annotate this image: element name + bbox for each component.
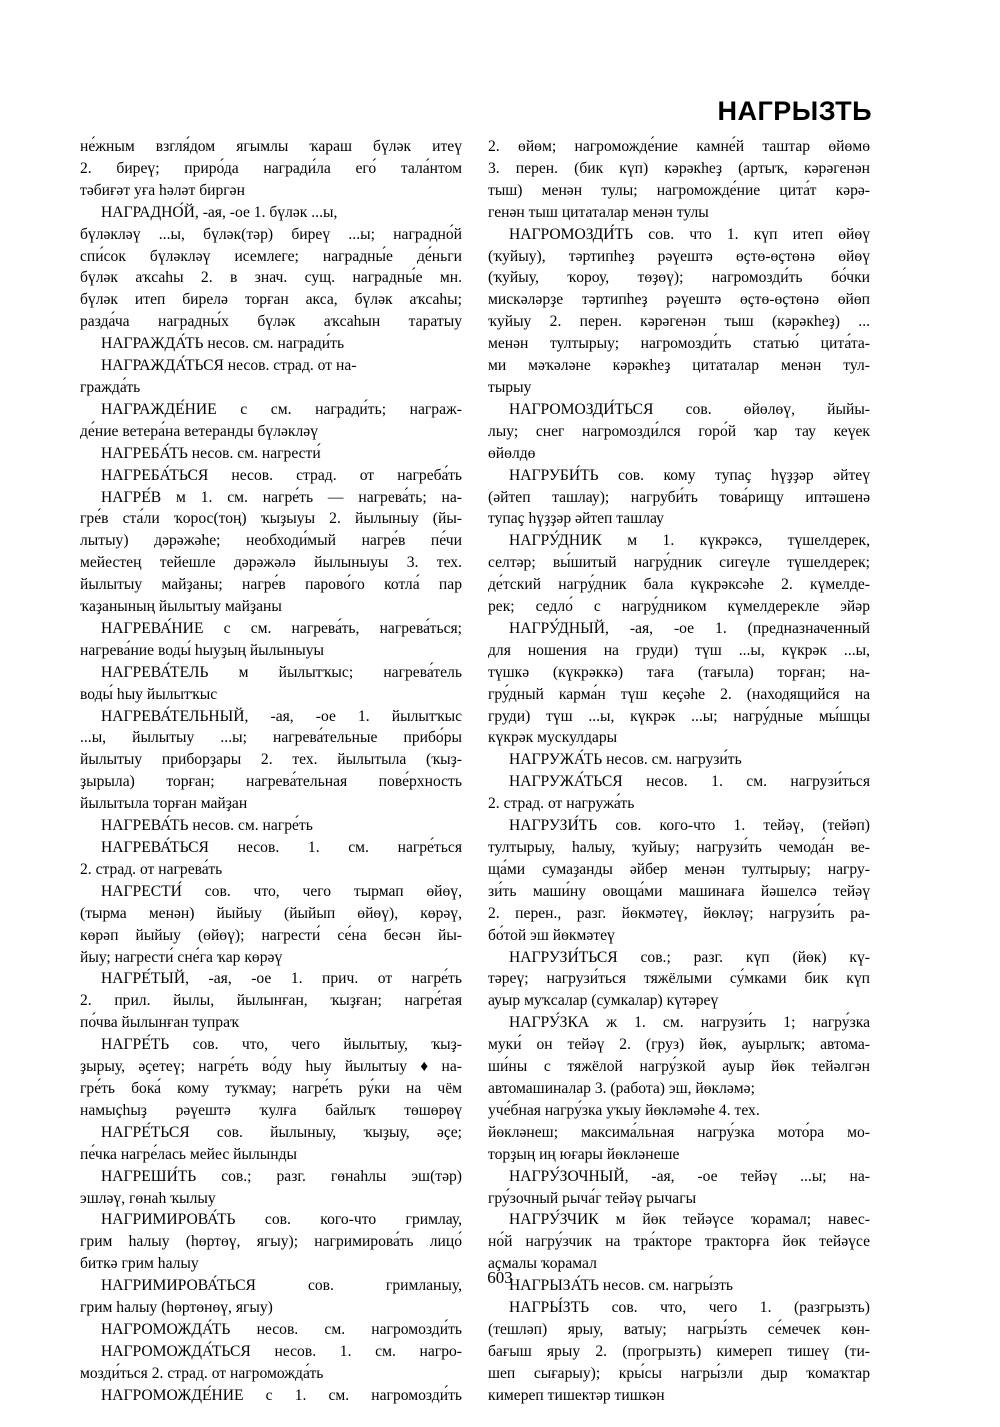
entry-line: НАГРОМОЗДИ́ТЬ сов. что 1. күп итеп өйөү (509, 225, 870, 243)
entry-line: генән тыш цитаталар менән тулы (488, 203, 709, 221)
entry-line: йылытыу майҙаны; нагре́в парово́го котла́ пар (80, 576, 462, 594)
entry-line: ща́ми сумаҙанды әйбер менән тултырыу; нагру- (488, 860, 870, 878)
entry-line: (әйтеп ташлау); нагруби́ть това́рищу иптәшенә (488, 488, 870, 506)
entry-line: грим һалыу (һөртөнөү, ягыу) (80, 1299, 273, 1317)
entry-line: НАГРЕБА́ТЬСЯ несов. страд. от нагреба́ть (101, 466, 462, 484)
entry-line: 2. страд. от нагружа́ть (488, 795, 635, 813)
entry-line: селтәр; вы́шитый нагру́дник сигеүле түшелдерек; (488, 554, 870, 572)
entry-line: груди) түш ...ы, күкрәк ...ы; нагру́дные мы́шцы (488, 707, 870, 725)
entry-line: ши́ны с тяжёлой нагру́зкой ауыр йөк тейәлгән (488, 1058, 870, 1076)
entry-line: көрәп йыйыу (өйөү); нагрести́ се́на бесән йы- (80, 926, 462, 944)
entry-line: НАГРИМИРОВА́ТЬСЯ сов. гримланыу, (101, 1277, 462, 1295)
entry-line: ҡаҙанының йылытыу майҙаны (80, 598, 282, 616)
entry-line: бағыш ярыу 2. (прогрызть) кимереп тишеү (ти- (488, 1342, 870, 1360)
left-column (80, 136, 462, 1404)
entry-line: муки́ он тейәү 2. (груз) йөк, ауырлыҡ; автома- (488, 1036, 870, 1054)
page-number: 603 (487, 1268, 513, 1287)
entry-line: НАГРЕВА́ТЕЛЬ м йылытҡыс; нагрева́тель (101, 663, 462, 681)
entry-line: разда́ча наградны́х бүләк аҡсаһын таратыу (80, 313, 462, 331)
entry-line: уче́бная нагру́зка уҡыу йөкләмәһе 4. тех. (488, 1101, 760, 1119)
entry-line: мискәләрҙе тәртипһеҙ рәүештә өҫтө-өҫтөнә өйөп (488, 291, 870, 309)
entry-line: тәреү; нагрузи́ться тяжёлыми су́мками бик күп (488, 970, 870, 988)
entry-line: тыш) менән тулы; нагроможде́ние цита́т кәрә- (488, 181, 870, 199)
entry-line: (тешләп) ярыу, ватыу; нагры́зть се́мечек көн- (488, 1320, 870, 1338)
entry-line: (ҡуйыу, ҡороу, төҙөү); нагромозди́ть бо́чки (488, 269, 870, 287)
entry-line: НАГРАЖДЕ́НИЕ с см. награди́ть; награж- (101, 400, 462, 418)
entry-line: гру́дный карма́н түш кеҫәһе 2. (находящийся на (488, 685, 870, 703)
entry-line: НАГРИМИРОВА́ТЬ сов. кого-что гримлау, (101, 1211, 462, 1229)
entry-line: НАГРУ́ДНЫЙ, -ая, -ое 1. (предназначенный (509, 619, 870, 637)
entry-line: 2. перен., разг. йөкмәтеү, йөкләү; нагрузи́ть ра- (488, 904, 870, 922)
entry-line: бүләкләү ...ы, бүләк(тәр) биреү ...ы; наградно́й (80, 225, 462, 243)
entry-line: НАГРЕБА́ТЬ несов. см. нагрести́ (101, 444, 321, 462)
entry-line: аҫмалы ҡорамал (488, 1255, 597, 1273)
entry-line: НАГРУЗИ́ТЬ сов. кого-что 1. тейәү, (тейәп) (509, 817, 870, 835)
entry-line: де́ние ветера́на ветеранды бүләкләү (80, 422, 318, 440)
entry-line: 2. страд. от нагрева́ть (80, 860, 223, 878)
entry-line: не́жным взгля́дом ягымлы ҡараш бүләк итеү (80, 138, 462, 155)
entry-line: НАГРОМОЖДА́ТЬ несов. см. нагромозди́ть (101, 1320, 462, 1338)
entry-line: 2. прил. йылы, йылынған, ҡыҙған; нагре́тая (80, 992, 462, 1010)
entry-line: НАГРЕВА́ТЬСЯ несов. 1. см. нагре́ться (101, 839, 462, 856)
entry-line: НАГРУЖА́ТЬСЯ несов. 1. см. нагрузи́ться (509, 773, 870, 791)
entry-line: мейестең тейешле дәрәжәлә йылыныуы 3. тех. (80, 554, 462, 572)
entry-line: йыу; нагрести́ сне́га ҡар көрәү (80, 948, 283, 966)
entry-line: НАГРОМОЖДЕ́НИЕ с 1. см. нагромозди́ть (101, 1386, 462, 1404)
entry-line: ауыр муҡсалар (сумкалар) күтәреү (488, 992, 719, 1010)
entry-line: ҙырыу, әҫетеү; нагре́ть во́ду һыу йылытыу ♦ на- (80, 1058, 462, 1076)
entry-line: НАГРЕСТИ́ сов. что, чего тырмап өйөү, (101, 882, 462, 900)
entry-line: НАГРОМОЖДА́ТЬСЯ несов. 1. см. нагро- (101, 1342, 462, 1360)
entry-line: шеп сығарыу); кры́сы нагры́зли дыр ҡомаҡтар (488, 1364, 870, 1382)
entry-line: но́й нагру́зчик на тра́кторе тракторға йөк тейәүсе (488, 1233, 870, 1251)
entry-line: 2. биреү; приро́да награди́ла его́ тала́нтом (80, 159, 462, 177)
entry-line: НАГРЕ́ТЬ сов. что, чего йылытыу, ҡыҙ- (101, 1036, 462, 1054)
entry-line: НАГРУБИ́ТЬ сов. кому тупаҫ һүҙҙәр әйтеү (509, 466, 870, 484)
entry-line: кимереп тишектәр тишкән (488, 1386, 665, 1404)
entry-line: 2. өйөм; нагроможде́ние камне́й таштар өйөмө (488, 138, 870, 155)
entry-line: гру́зочный рыча́г тейәү рычагы (488, 1189, 697, 1207)
entry-line: лыу; снег нагромозди́лся горо́й ҡар тау кеүек (488, 422, 870, 440)
entry-line: тупаҫ һүҙҙәр әйтеп ташлау (488, 510, 664, 528)
entry-line: НАГРЕВА́ТЬ несов. см. нагре́ть (101, 817, 313, 835)
entry-line: НАГРАЖДА́ТЬСЯ несов. страд. от на- (101, 357, 357, 375)
entry-line: бо́той эш йөкмәтеү (488, 926, 615, 944)
entry-line: бүләк аҡсаһы 2. в знач. сущ. наградны́е мн. (80, 269, 462, 287)
entry-line: лытыу) дәрәжәһе; необходи́мый нагре́в пе́чи (80, 532, 462, 550)
entry-line: намыҫһыҙ рәүештә ҡулға байлыҡ төшөрөү (80, 1101, 462, 1119)
entry-line: НАГРЫЗА́ТЬ несов. см. нагры́зть (509, 1277, 734, 1295)
entry-line: по́чва йылынған тупраҡ (80, 1014, 239, 1032)
entry-line: йылытыу приборҙары 2. тех. йылытыла (ҡыҙ- (80, 751, 462, 769)
entry-line: автомашиналар 3. (работа) эш, йөкләмә; (488, 1079, 755, 1097)
entry-line: НАГРЕШИ́ТЬ сов.; разг. гөнаһлы эш(тәр) (101, 1167, 462, 1185)
entry-line: гре́ть бока́ кому туҡмау; нагре́ть ру́ки на чём (80, 1079, 462, 1097)
entry-line: НАГРЕВА́НИЕ с см. нагрева́ть, нагрева́ться; (101, 619, 462, 637)
entry-line: йөкләнеш; максима́льная нагру́зка мото́ра мо- (488, 1123, 870, 1141)
entry-line: де́тский нагру́дник бала күкрәксәһе 2. күмелде- (488, 576, 870, 594)
entry-line: торҙың иң юғары йөкләнеше (488, 1145, 680, 1163)
entry-line: 3. перен. (бик күп) кәрәкһеҙ (артыҡ, кәрәгенән (488, 159, 870, 177)
entry-line: нагрева́ние воды́ һыуҙың йылыныуы (80, 641, 325, 659)
entry-line: эшләү, гөнаһ ҡылыу (80, 1189, 216, 1207)
entry-line: (тырма менән) йыйыу (йыйып өйөү), көрәү, (80, 904, 462, 922)
entry-line: спи́сок бүләкләү исемлеге; наградны́е де́ньги (80, 247, 462, 265)
entry-line: НАГРУЖА́ТЬ несов. см. нагрузи́ть (509, 751, 742, 769)
entry-line: рек; седло́ с нагру́дником күмелдерекле эйәр (488, 598, 870, 616)
entry-line: (ҡуйыу), тәртипһеҙ рәүештә өҫтө-өҫтөнә өйөү (488, 247, 870, 265)
entry-line: өйөлдө (488, 444, 536, 462)
entry-line: ҙырыла) торған; нагрева́тельная пове́рхность (80, 773, 462, 791)
entry-line: НАГРАДНО́Й, -ая, -ое 1. бүләк ...ы, (101, 203, 338, 221)
entry-line: биткә грим һалыу (80, 1255, 199, 1273)
entry-line: НАГРУ́ДНИК м 1. күкрәксә, түшелдерек, (509, 532, 870, 550)
entry-line: воды́ һыу йылытҡыс (80, 685, 218, 703)
entry-line: НАГРУ́ЗЧИК м йөк тейәүсе ҡорамал; навес- (509, 1211, 870, 1229)
entry-line: НАГРЕ́В м 1. см. нагре́ть — нагрева́ть; на- (101, 488, 462, 506)
entry-line: НАГРУЗИ́ТЬСЯ сов.; разг. күп (йөк) кү- (509, 948, 870, 966)
entry-line: НАГРЕ́ТЬСЯ сов. йылыныу, ҡыҙыу, әҫе; (101, 1123, 462, 1141)
entry-line: зи́ть маши́ну овоща́ми машинаға йәшелсә тейәү (488, 882, 870, 900)
entry-line: тырыу (488, 378, 532, 396)
entry-line: НАГРЫ́ЗТЬ сов. что, чего 1. (разгрызть) (509, 1299, 870, 1317)
entry-line: бүләк итеп бирелә торған акса, бүләк аҡсаһы; (80, 291, 462, 309)
entry-line: ҡуйыу 2. перен. кәрәгенән тыш (кәрәкһеҙ) ... (488, 313, 870, 331)
entry-line: менән тултырыу; нагромозди́ть статью́ цита́та- (488, 335, 870, 353)
entry-line: для ношения на груди) түш ...ы, күкрәк ...ы, (488, 641, 870, 659)
entry-line: НАГРУ́ЗКА ж 1. см. нагрузи́ть 1; нагру́зка (509, 1014, 870, 1032)
entry-line: гражда́ть (80, 378, 141, 396)
entry-line: мозди́ться 2. страд. от нагроможда́ть (80, 1364, 324, 1382)
entry-line: НАГРУ́ЗОЧНЫЙ, -ая, -ое тейәү ...ы; на- (509, 1167, 870, 1185)
entry-line: пе́чка нагре́лась мейес йылынды (80, 1145, 297, 1163)
entry-line: НАГРЕ́ТЫЙ, -ая, -ое 1. прич. от нагре́ть (101, 970, 462, 988)
entry-line: күкрәк мускулдары (488, 729, 618, 747)
entry-line: йылытыла торған майҙан (80, 795, 248, 813)
entry-line: гре́в ста́ли ҡорос(тоң) ҡыҙыуы 2. йылыныу (йы- (80, 510, 462, 528)
entry-line: тултырыу, һалыу, ҡуйыу; нагрузи́ть чемода́н ве- (488, 839, 870, 856)
entry-line: тәбиғәт уға һәләт биргән (80, 181, 245, 199)
entry-line: түшкә (күкрәккә) таға (тағыла) торған; на- (488, 663, 870, 681)
running-header: НАГРЫЗТЬ (717, 96, 872, 126)
entry-line: грим һалыу (һөртөү, ягыу); нагримирова́ть лицо́ (80, 1233, 462, 1251)
entry-line: НАГРЕВА́ТЕЛЬНЫЙ, -ая, -ое 1. йылытҡыс (101, 707, 462, 725)
entry-line: ми мәҡәләне кәрәкһеҙ цитаталар менән тул- (488, 357, 870, 375)
entry-line: ...ы, йылытыу ...ы; нагрева́тельные прибо́ры (80, 729, 462, 747)
entry-line: НАГРОМОЗДИ́ТЬСЯ сов. өйөлөү, йыйы- (509, 400, 870, 418)
entry-line: НАГРАЖДА́ТЬ несов. см. награди́ть (101, 335, 345, 353)
